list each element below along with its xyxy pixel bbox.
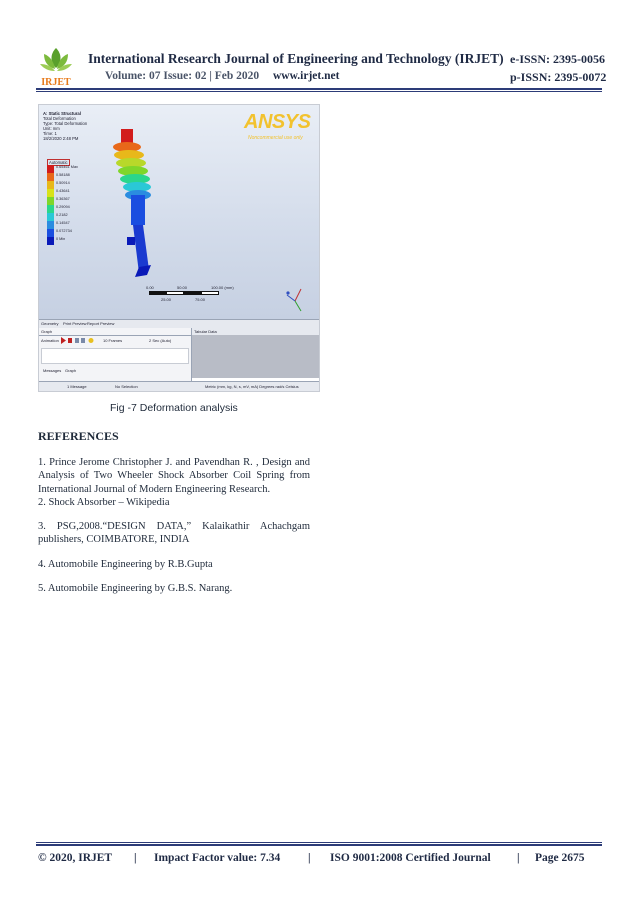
tab-report-preview[interactable]: Report Preview: [87, 321, 115, 326]
stop-icon[interactable]: [68, 338, 72, 343]
legend-label: 0.072734: [56, 229, 72, 233]
footer-separator: |: [517, 852, 520, 864]
tab-graph[interactable]: Graph: [65, 368, 77, 373]
footer-separator: |: [308, 852, 311, 864]
reference-item: 2. Shock Absorber – Wikipedia: [38, 497, 170, 508]
status-selection: No Selection: [115, 384, 138, 389]
ansys-screenshot-figure: [38, 104, 320, 392]
graph-panel: [39, 328, 192, 383]
frame-icon[interactable]: [75, 338, 79, 343]
noncommercial-note: Noncommercial use only: [248, 135, 303, 141]
logo-text: IRJET: [41, 77, 71, 88]
legend-label: 0.50914: [56, 181, 70, 185]
legend-label: 0.65461 Max: [56, 165, 78, 169]
axis-triad-icon: [286, 289, 301, 311]
scale-label: 25.00: [161, 297, 172, 302]
page-number: Page 2675: [535, 852, 585, 864]
legend-label: 0 Min: [56, 237, 66, 241]
tabular-data-panel: [192, 328, 319, 378]
legend-title: Automatic: [49, 160, 68, 165]
scale-label: 75.00: [195, 297, 206, 302]
reference-item: 4. Automobile Engineering by R.B.Gupta: [38, 559, 213, 570]
scale-label: 50.00: [177, 285, 188, 290]
frames-select[interactable]: 10 Frames: [103, 338, 123, 343]
reference-item: 5. Automobile Engineering by G.B.S. Narang.: [38, 583, 233, 594]
spring-model-icon: [113, 129, 151, 277]
tabular-data-label: Tabular Data: [194, 329, 217, 334]
logo-leaf-icon: [40, 48, 72, 71]
pissn: p-ISSN: 2395-0072: [510, 70, 607, 84]
status-bar: [39, 381, 319, 392]
export-icon[interactable]: [81, 338, 85, 343]
iso-certification: ISO 9001:2008 Certified Journal: [330, 852, 491, 864]
volume-issue: Volume: 07 Issue: 02 | Feb 2020: [105, 70, 260, 82]
footer-rule-thin: [36, 842, 602, 843]
references-heading: REFERENCES: [38, 429, 119, 443]
scale-label: 100.00 (mm): [211, 285, 234, 290]
analysis-line: Unit: mm: [43, 126, 60, 131]
figure-caption: Fig -7 Deformation analysis: [110, 402, 238, 414]
graph-label: Graph: [41, 329, 53, 334]
graph-area: [41, 348, 189, 364]
play-icon[interactable]: [61, 337, 66, 344]
status-message[interactable]: 1 Message: [67, 384, 87, 389]
animation-label: Animation: [41, 338, 59, 343]
analysis-line: Time: 1: [43, 131, 57, 136]
tab-print-preview[interactable]: Print Preview: [63, 321, 87, 326]
duration-select[interactable]: 2 Sec (Auto): [149, 338, 172, 343]
journal-title: International Research Journal of Engineering and Technology (IRJET): [88, 51, 504, 66]
model-viewport: [39, 105, 319, 319]
header-rule: [36, 88, 602, 90]
header-rule-thin: [36, 91, 602, 92]
bulb-icon[interactable]: [89, 338, 94, 343]
legend-label: 0.2182: [56, 213, 68, 217]
analysis-line: Type: Total Deformation: [43, 121, 88, 126]
legend-label: 0.29094: [56, 205, 70, 209]
footer-rule: [36, 844, 602, 846]
status-units: Metric (mm, kg, N, s, mV, mA) Degrees rad/s Celsius: [205, 384, 299, 389]
ansys-logo: ANSYS: [244, 111, 311, 133]
reference-item: 3. PSG,2008.“DESIGN DATA,” Kalaikathir Achachgam publishers, COIMBATORE, INDIA: [38, 521, 310, 546]
reference-item: 1. Prince Jerome Christopher J. and Pavendhan R. , Design and Analysis of Two Wheeler Shock Absorber Coil Spring from International Journal of Modern Engineering Research.: [38, 457, 310, 495]
website-link[interactable]: www.irjet.net: [273, 70, 340, 82]
copyright: © 2020, IRJET: [38, 852, 113, 864]
analysis-line: 18/2/2020 2:48 PM: [43, 136, 79, 141]
eissn: e-ISSN: 2395-0056: [510, 52, 605, 66]
impact-factor: Impact Factor value: 7.34: [154, 852, 281, 864]
legend-label: 0.58188: [56, 173, 70, 177]
scale-bar: [149, 291, 219, 295]
irjet-logo: [36, 44, 76, 88]
scale-label: 0.00: [146, 285, 154, 290]
tab-geometry[interactable]: Geometry: [41, 321, 59, 326]
tab-messages[interactable]: Messages: [43, 368, 62, 373]
legend-label: 0.14547: [56, 221, 70, 225]
analysis-line: Total Deformation: [43, 116, 76, 121]
analysis-title: A: Static Structural: [43, 111, 81, 116]
page-header: [0, 0, 638, 96]
playback-controls[interactable]: [61, 337, 101, 344]
footer-separator: |: [134, 852, 137, 864]
legend-label: 0.36367: [56, 197, 70, 201]
legend-label: 0.43641: [56, 189, 70, 193]
